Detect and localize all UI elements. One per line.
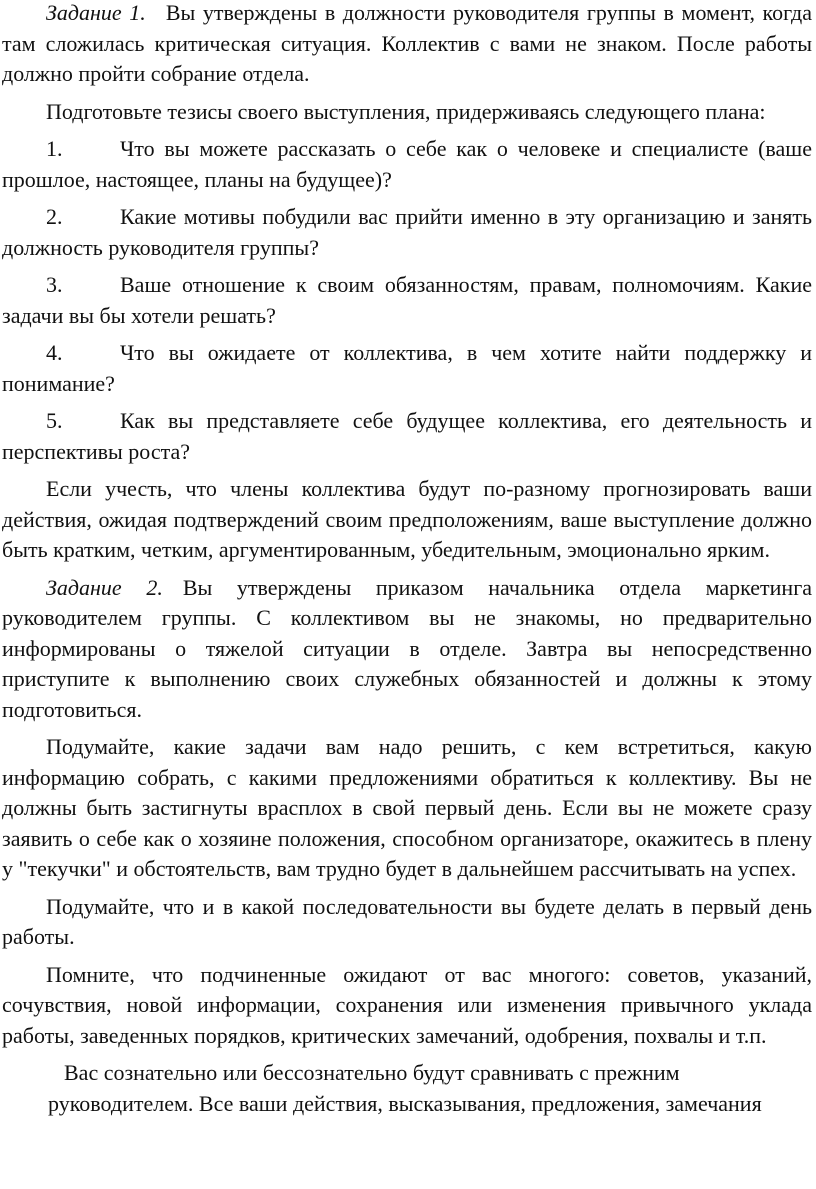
plan-item-text: Как вы представляете себе будущее коллектива, его деятельность и перспективы роста?	[2, 408, 812, 464]
plan-item-2	[2, 202, 812, 263]
plan-item-number: 4.	[46, 340, 63, 365]
plan-item-number: 3.	[46, 272, 63, 297]
task2-intro-text: Вы утверждены приказом начальника отдела маркетинга руководителем группы. С коллективом вы не знакомы, но предварительно информированы о тяжелой ситуации в отделе. Завтра вы непосредственно приступите к выполнению своих служебных обязанностей и должны к этому подготовиться.	[2, 574, 812, 722]
plan-item-text: Какие мотивы побудили вас прийти именно в эту организацию и занять должность руководителя группы?	[2, 204, 812, 260]
task1-intro-text: Вы утверждены в должности руководителя группы в момент, когда там сложилась критическая ситуация. Коллектив с вами не знаком. После работы должно пройти собрание отдела.	[2, 0, 813, 86]
plan-item-number: 1.	[46, 136, 63, 161]
plan-item-number: 5.	[46, 408, 63, 433]
plan-item-1	[2, 134, 812, 195]
task1-prepare-paragraph: Подготовьте тезисы своего выступления, придерживаясь следующего плана:	[46, 98, 766, 124]
plan-item-5	[2, 406, 812, 467]
task2-label: Задание 2.	[46, 574, 163, 600]
task2-paragraph-4-line-1: Вас сознательно или бессознательно будут сравнивать с прежним	[64, 1060, 680, 1085]
document-page	[2, 0, 812, 1119]
plan-item-text: Что вы ожидаете от коллектива, в чем хотите найти поддержку и понимание?	[2, 340, 812, 396]
plan-item-text: Что вы можете рассказать о себе как о человеке и специалисте (ваше прошлое, настоящее, планы на будущее)?	[2, 136, 812, 192]
task1-intro-paragraph	[2, 0, 812, 90]
task2-paragraph-3: Помните, что подчиненные ожидают от вас многого: советов, указаний, сочувствия, новой информации, сохранения или изменения привычного уклада работы, заведенных порядков, критических замечаний, одобрения, похвалы и т.п.	[2, 961, 812, 1048]
task1-conclusion-paragraph: Если учесть, что члены коллектива будут по-разному прогнозировать ваши действия, ожидая подтверждений своим предположениям, ваше выступление должно быть кратким, четким, аргументированным, убедительным, эмоционально ярким.	[2, 476, 812, 562]
plan-item-text: Ваше отношение к своим обязанностям, правам, полномочиям. Какие задачи вы бы хотели решать?	[2, 272, 812, 328]
task2-paragraph-2: Подумайте, что и в какой последовательности вы будете делать в первый день работы.	[2, 893, 812, 949]
task1-label: Задание 1.	[46, 0, 146, 25]
plan-item-number: 2.	[46, 204, 63, 229]
task2-paragraph-4-line-2: руководителем. Все ваши действия, высказывания, предложения, замечания	[48, 1090, 762, 1116]
task2-paragraph-1: Подумайте, какие задачи вам надо решить, с кем встретиться, какую информацию собрать, с какими предложениями обратиться к коллективу. Вы не должны быть застигнуты врасплох в свой первый день. Если вы не можете сразу заявить о себе как о хозяине положения, способном организаторе, окажитесь в плену у "текучки" и обстоятельств, вам трудно будет в дальнейшем рассчитывать на успех.	[2, 734, 812, 881]
plan-item-4	[2, 338, 812, 399]
task2-intro-paragraph	[2, 573, 812, 726]
plan-item-3	[2, 270, 812, 331]
